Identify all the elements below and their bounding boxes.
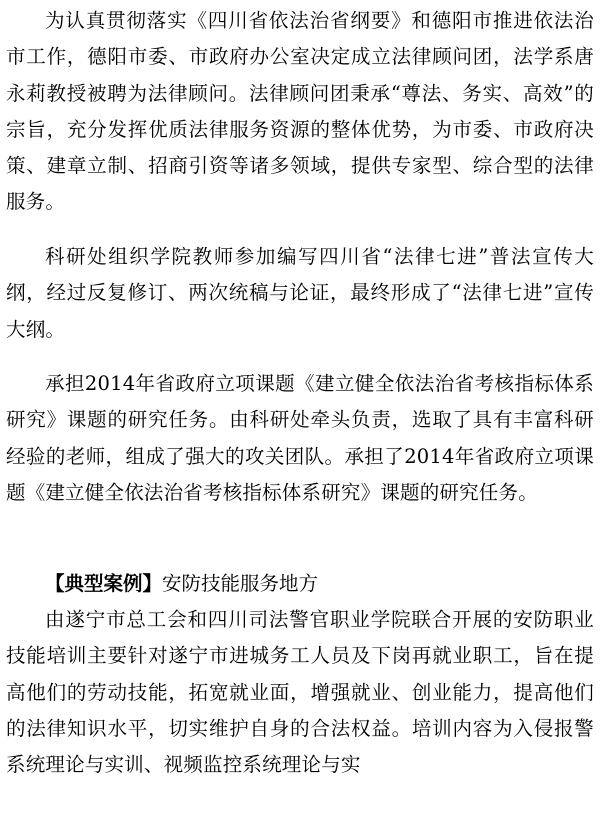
paragraph-legal-advisory-team: 为认真贯彻落实《四川省依法治省纲要》和德阳市推进依法治市工作，德阳市委、市政府办公室决定成立法律顾问团，法学系唐永莉教授被聘为法律顾问。法律顾问团秉承“尊法、务实、高效”的宗旨，充分发挥优质法律服务资源的整体优势，为市委、市政府决策、建章立制、招商引资等诸多领域，提供专家型、综合型的法律服务。: [6, 9, 594, 214]
paragraph-law-propaganda-outline: 科研处组织学院教师参加编写四川省“法律七进”普法宣传大纲，经过反复修订、两次统稿与论证，最终形成了“法律七进”宣传大纲。: [6, 245, 594, 341]
case-heading-title: 安防技能服务地方: [162, 572, 319, 595]
paragraph-research-project: 承担2014年省政府立项课题《建立健全依法治省考核指标体系研究》课题的研究任务。由科研处牵头负责，选取了具有丰富科研经验的老师，组成了强大的攻关团队。承担了2014年省政府立项课题《建立健全依法治省考核指标体系研究》课题的研究任务。: [6, 372, 594, 504]
case-heading-label: 【典型案例】: [45, 572, 163, 595]
paragraph-security-training: 由遂宁市总工会和四川司法警官职业学院联合开展的安防职业技能培训主要针对遂宁市进城务工人员及下岗再就业职工，旨在提高他们的劳动技能，拓宽就业面，增强就业、创业能力，提高他们的法律知识水平，切实维护自身的合法权益。培训内容为入侵报警系统理论与实训、视频监控系统理论与实: [6, 608, 594, 777]
case-heading: [6, 566, 594, 602]
